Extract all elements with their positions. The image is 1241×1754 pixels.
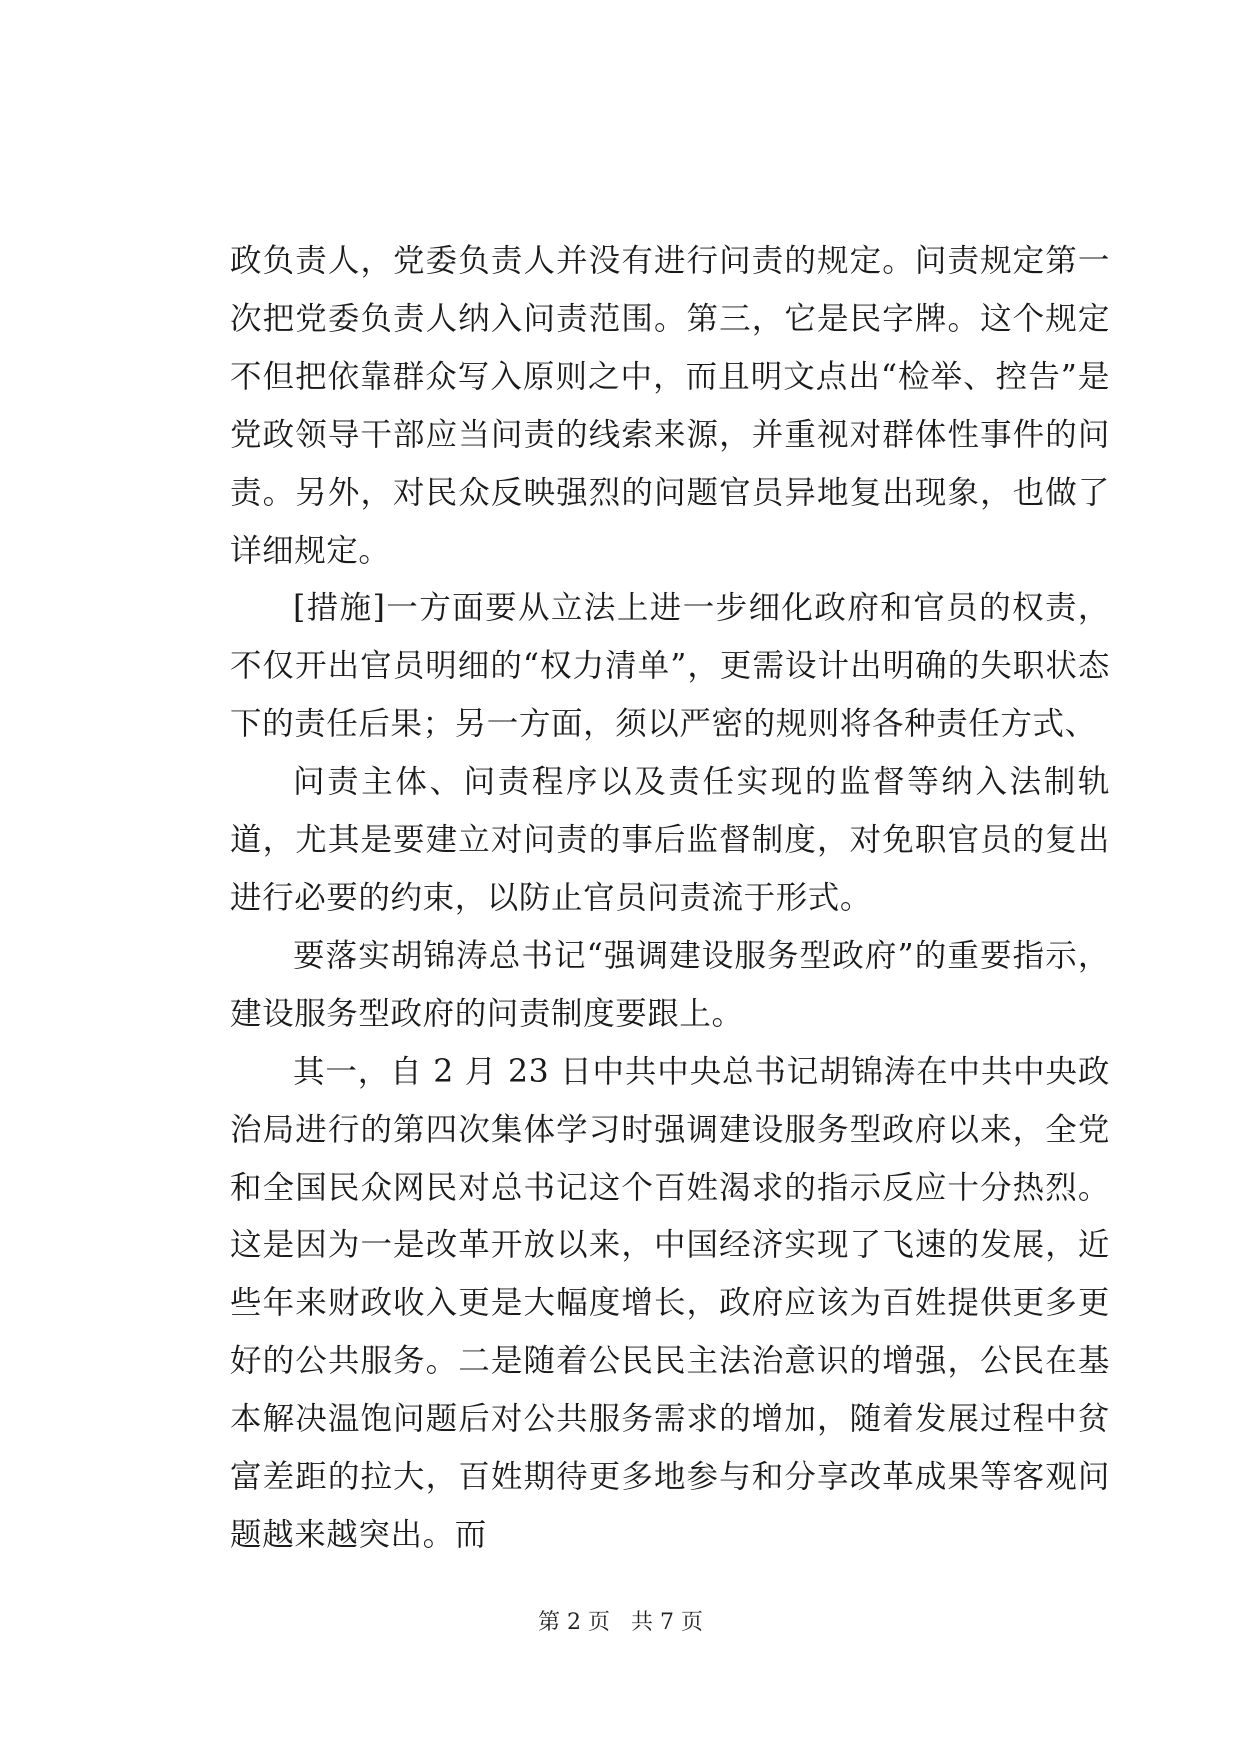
paragraph-1: 政负责人，党委负责人并没有进行问责的规定。问责规定第一次把党委负责人纳入问责范围。第三，它是民字牌。这个规定不但把依靠群众写入原则之中，而且明文点出“检举、控告”是党政领导干部应当问责的线索来源，并重视对群体性事件的问责。另外，对民众反映强烈的问题官员异地复出现象，也做了详细规定。 [230, 243, 1110, 569]
page-number: 第 2 页 [538, 1610, 610, 1635]
paragraph-3: 问责主体、问责程序以及责任实现的监督等纳入法制轨道，尤其是要建立对问责的事后监督制度，对免职官员的复出进行必要的约束，以防止官员问责流于形式。 [230, 764, 1110, 916]
paragraph-2: [措施]一方面要从立法上进一步细化政府和官员的权责，不仅开出官员明细的“权力清单”，更需设计出明确的失职状态下的责任后果；另一方面，须以严密的规则将各种责任方式、 [230, 590, 1110, 743]
paragraph-5: 其一，自 2 月 23 日中共中央总书记胡锦涛在中共中央政治局进行的第四次集体学习时强调建设服务型政府以来，全党和全国民众网民对总书记这个百姓渴求的指示反应十分热烈。这是因为一是改革开放以来，中国经济实现了飞速的发展，近些年来财政收入更是大幅度增长，政府应该为百姓提供更多更好的公共服务。二是随着公民民主法治意识的增强，公民在基本解决温饱问题后对公共服务需求的增加，随着发展过程中贫富差距的拉大，百姓期待更多地参与和分享改革成果等客观问题越来越突出。而 [230, 1053, 1110, 1553]
paragraph-4: 要落实胡锦涛总书记“强调建设服务型政府”的重要指示，建设服务型政府的问责制度要跟上。 [230, 937, 1110, 1032]
document-body [230, 233, 1110, 1565]
page-footer [0, 1608, 1241, 1638]
page-total: 共 7 页 [631, 1610, 703, 1635]
